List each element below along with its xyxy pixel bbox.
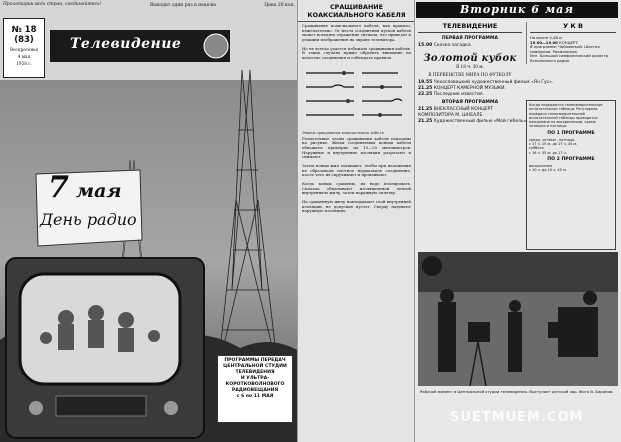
first-program: ПЕРВАЯ ПРОГРАММА: [441, 36, 499, 41]
issue-year: 1958 г.: [16, 61, 32, 67]
article-paragraph: На сращенную жилу накладывают слой внутренней изоляции, не допуская пустот. Сверху надевают наружную изоляцию.: [302, 199, 411, 214]
may-word: мая: [76, 180, 122, 202]
article-paragraph: Разметочные этапы сращивания кабеля показаны на рисунке. Жилы соединяемых концов кабеля обнажают примерно на 15—20 миллиметров. Наружные и внутренние изоляции разрезают и снимают.: [302, 135, 411, 160]
program-note-line: КОРОТКОВОЛНОВОГО: [225, 382, 285, 387]
cover-page: [0, 0, 297, 442]
program-note-line: с 6 по 11 МАЯ: [236, 394, 274, 399]
item-title: КОНЦЕРТ КАМЕРНОЙ МУЗЫКИ.: [433, 86, 506, 91]
photo-caption: Рабочий момент в Центральной студии телевидения. Выступает детский хор. Фото В. Баранов.: [420, 389, 614, 394]
article-title: СРАЩИВАНИЕ КОАКСИАЛЬНОГО КАБЕЛЯ: [298, 0, 415, 22]
test-table-box: [526, 100, 616, 250]
item-time: 19.00—19.00: [530, 39, 558, 45]
table-line: с 10 ч. до 10 ч. 45 м.: [529, 168, 567, 173]
issue-day: Воскресенье: [9, 47, 39, 52]
ukv-item: Исп. Большой симфонический оркестр Всесоюзного радио.: [530, 53, 609, 63]
item-title: Чехословацкий художественный фильм «Ян Гус».: [433, 80, 554, 85]
golden-cup-title: Золотой кубок: [423, 53, 517, 64]
golden-cup-time: В 18 ч. 30 м.: [456, 64, 484, 69]
program-note-line: ТЕЛЕВИДЕНИЯ: [235, 370, 275, 375]
item-time: 21.25: [418, 119, 433, 124]
schedule-item: [418, 119, 528, 125]
watermark: SUETMUEM.COM: [450, 410, 584, 425]
article-paragraph: Затем концы жил зачищают, чтобы при наложении их образовали плотное нормальное соединение, после чего их скручивают и пропаивают.: [302, 163, 411, 178]
issue-box: [3, 18, 45, 78]
cover-price-row: [150, 3, 295, 8]
item-time: 19.55: [418, 80, 433, 85]
cover-motto: Пролетарии всех стран, соединяйтесь!: [3, 2, 102, 7]
item-title: КОМПОЗИТОРА М. ШНЕАЛЕ.: [418, 113, 484, 118]
ukv-item: В программе: Чайковский. Шестая симфония. Рахманинов.: [530, 44, 600, 54]
item-title: КОНЦЕРТ.: [559, 39, 579, 45]
schedule-item: [418, 43, 522, 49]
program-note-line: И УЛЬТРА-: [240, 376, 270, 381]
studio-photo: [418, 252, 618, 386]
article-paragraph: Сращивание коаксиального кабеля, как правило, нежелательно. От места соединения кусков кабеля может исходить отражение сигнала, что приведет к реакции изображения на экране телевизора.: [302, 23, 411, 42]
table-note: Когда передаются телеизмерительные испытательная таблица. Регулярная передача телеизмерительной испытательной таблицы проводится ежедневно по воскресеньям, кроме четверга и пятницы.: [529, 103, 603, 129]
program-note: [217, 355, 293, 423]
table-program-1: ПО 1 ПРОГРАММЕ: [547, 130, 595, 136]
table-program-2: ПО 2 ПРОГРАММЕ: [547, 156, 595, 162]
item-title: Сказка-загадка.: [433, 43, 473, 48]
item-title: ВНЕКЛАССНЫЙ КОНЦЕРТ: [433, 107, 493, 112]
tv-heading: ТЕЛЕВИДЕНИЕ: [418, 22, 522, 33]
table-line: суббота: [529, 146, 544, 151]
day-header: Вторник 6 мая: [416, 2, 618, 18]
item-time: 15.00: [418, 43, 433, 48]
ukv-heading: У К В: [530, 22, 616, 33]
program-note-line: ПРОГРАММЫ ПЕРЕДАЧ: [224, 358, 286, 363]
tv-set-photo: [6, 258, 204, 438]
publish-note: Выходит один раз в неделю: [150, 3, 217, 8]
item-time: 21.25: [418, 107, 433, 112]
price: Цена 20 коп.: [264, 3, 295, 8]
schedule-item: [418, 92, 522, 98]
table-line: воскресенье: [529, 163, 553, 168]
table-line: с 16 ч. 45 м. до 17 ч.: [529, 150, 567, 155]
table-line: с 17 ч. 15 м. до 17 ч. 45 м.: [529, 142, 578, 147]
issue-date: 4 мая: [17, 54, 31, 60]
article-paragraph: Когда концы сращены, их надо изолировать. Сначала обматывают изоляционной лентой внутреннюю жилу, затем наружную оплетку.: [302, 181, 411, 196]
ukv-column: [526, 22, 616, 64]
article-paragraph: Но не всегда удается избежать сращивания кабеля. В таких случаях нужно обратить внимание на качество соединения и соблюдать правила.: [302, 45, 411, 60]
may-number: 7: [48, 170, 69, 205]
radio-day: День радио: [40, 210, 137, 229]
figure-caption: Этапы сращивания коаксиального кабеля.: [302, 130, 385, 135]
splice-diagram: [302, 65, 411, 125]
item-title: Последние известия.: [433, 92, 485, 97]
program-note-line: ЦЕНТРАЛЬНОЙ СТУДИИ: [223, 364, 287, 369]
table-line: среда, четверг, пятница: [529, 137, 575, 142]
second-program: ВТОРАЯ ПРОГРАММА: [441, 100, 499, 105]
ukv-wave: На волне 4,48 м: [530, 35, 562, 40]
article-column: [297, 0, 415, 442]
item-time: 21.25: [418, 86, 433, 91]
issue-number: № 18 (83): [11, 25, 37, 45]
item-time: 22.25: [418, 92, 433, 97]
golden-cup-desc: В ПЕРВЕНСТВЕ МИРА ПО ФУТБОЛУ: [428, 72, 512, 77]
program-note-line: РАДИОВЕЩАНИЯ: [231, 388, 279, 393]
masthead-title: Телевидение: [70, 36, 182, 52]
item-title: Художественный фильм «Мой гибель».: [433, 119, 528, 124]
